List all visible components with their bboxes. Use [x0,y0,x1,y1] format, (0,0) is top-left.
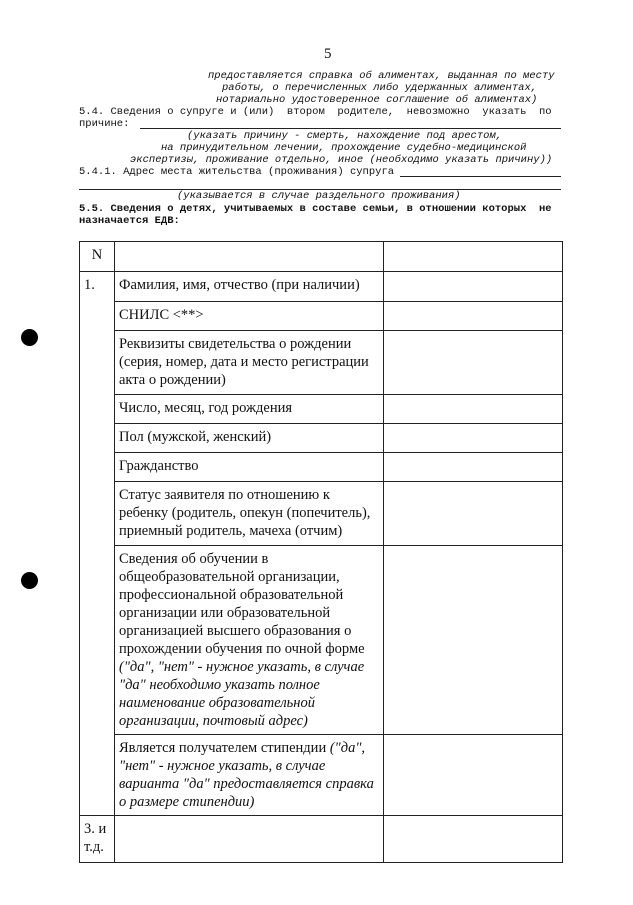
table-header-row [80,242,563,272]
value-etc[interactable] [384,816,563,863]
reason-field[interactable] [140,128,561,129]
header-value-cell [384,242,563,272]
spouse-address-hint: (указывается в случае раздельного проживания) [177,190,461,202]
reason-hint-1: (указать причину - смерть, нахождение под арестом, [187,130,503,142]
section-5-4-title: 5.4. Сведения о супруге и (или) втором родителе, невозможно указать по [79,106,552,118]
row-sex [80,424,563,453]
punch-hole-bottom [21,572,38,589]
label-education-note: ("да", "нет" - нужное указать, в случае "да" необходимо указать полное наименование образовательной организации, почтовый адрес) [119,659,365,729]
intro-line-1: предоставляется справка об алиментах, выданная по месту [208,70,555,82]
value-status[interactable] [384,482,563,546]
label-status: Статус заявителя по отношению к ребенку (родитель, опекун (попечитель), приемный родитель, мачеха (отчим) [115,482,384,546]
label-stipend-main: Является получателем стипендии [119,740,327,756]
label-etc[interactable] [115,816,384,863]
row-dob [80,395,563,424]
label-education [115,546,384,735]
label-dob: Число, месяц, год рождения [115,395,384,424]
row-etc [80,816,563,863]
label-fio: Фамилия, имя, отчество (при наличии) [115,272,384,302]
label-snils: СНИЛС <**> [115,302,384,331]
children-table [79,241,563,863]
row-snils [80,302,563,331]
section-5-5-title-2: назначается ЕДВ: [79,215,180,227]
spouse-address-field-1[interactable] [400,176,561,177]
label-sex: Пол (мужской, женский) [115,424,384,453]
label-birth-cert: Реквизиты свидетельства о рождении (серия, номер, дата и место регистрации акта о рождении) [115,331,384,395]
value-snils[interactable] [384,302,563,331]
value-citizenship[interactable] [384,453,563,482]
value-education[interactable] [384,546,563,735]
reason-hint-2: на принудительном лечении, прохождение судебно-медицинской [161,142,527,154]
row-birth-cert [80,331,563,395]
value-sex[interactable] [384,424,563,453]
label-stipend-note: ("да", "нет" - нужное указать, в случае варианта "да" предоставляется справка о размере стипендии) [119,740,374,810]
intro-line-3: нотариально удостоверенное соглашение об алиментах) [216,94,538,106]
value-stipend[interactable] [384,735,563,816]
value-fio[interactable] [384,272,563,302]
label-education-main: Сведения об обучении в общеобразовательной организации, профессиональной образовательной организации или образовательной организацией высшего образования о прохождении обучения по очной форме [119,551,365,657]
value-birth-cert[interactable] [384,331,563,395]
header-n: N [80,242,115,272]
row-citizenship [80,453,563,482]
section-5-5-title: 5.5. Сведения о детях, учитываемых в составе семьи, в отношении которых не [79,203,552,215]
row-stipend [80,735,563,816]
header-label-cell [115,242,384,272]
punch-hole-top [21,329,38,346]
page-number: 5 [324,46,332,62]
section-5-4-1-label: 5.4.1. Адрес места жительства (проживания) супруга [79,166,395,178]
value-dob[interactable] [384,395,563,424]
intro-line-2: работы, о перечисленных либо удержанных алиментах, [222,82,538,94]
label-stipend [115,735,384,816]
row-number-etc: 3. и т.д. [80,816,115,863]
section-5-4-reason-label: причине: [79,118,130,130]
row-fio [80,272,563,302]
label-citizenship: Гражданство [115,453,384,482]
row-education [80,546,563,735]
row-status [80,482,563,546]
reason-hint-3: экспертизы, проживание отдельно, иное (необходимо указать причину)) [130,154,553,166]
row-number-1: 1. [80,272,115,816]
